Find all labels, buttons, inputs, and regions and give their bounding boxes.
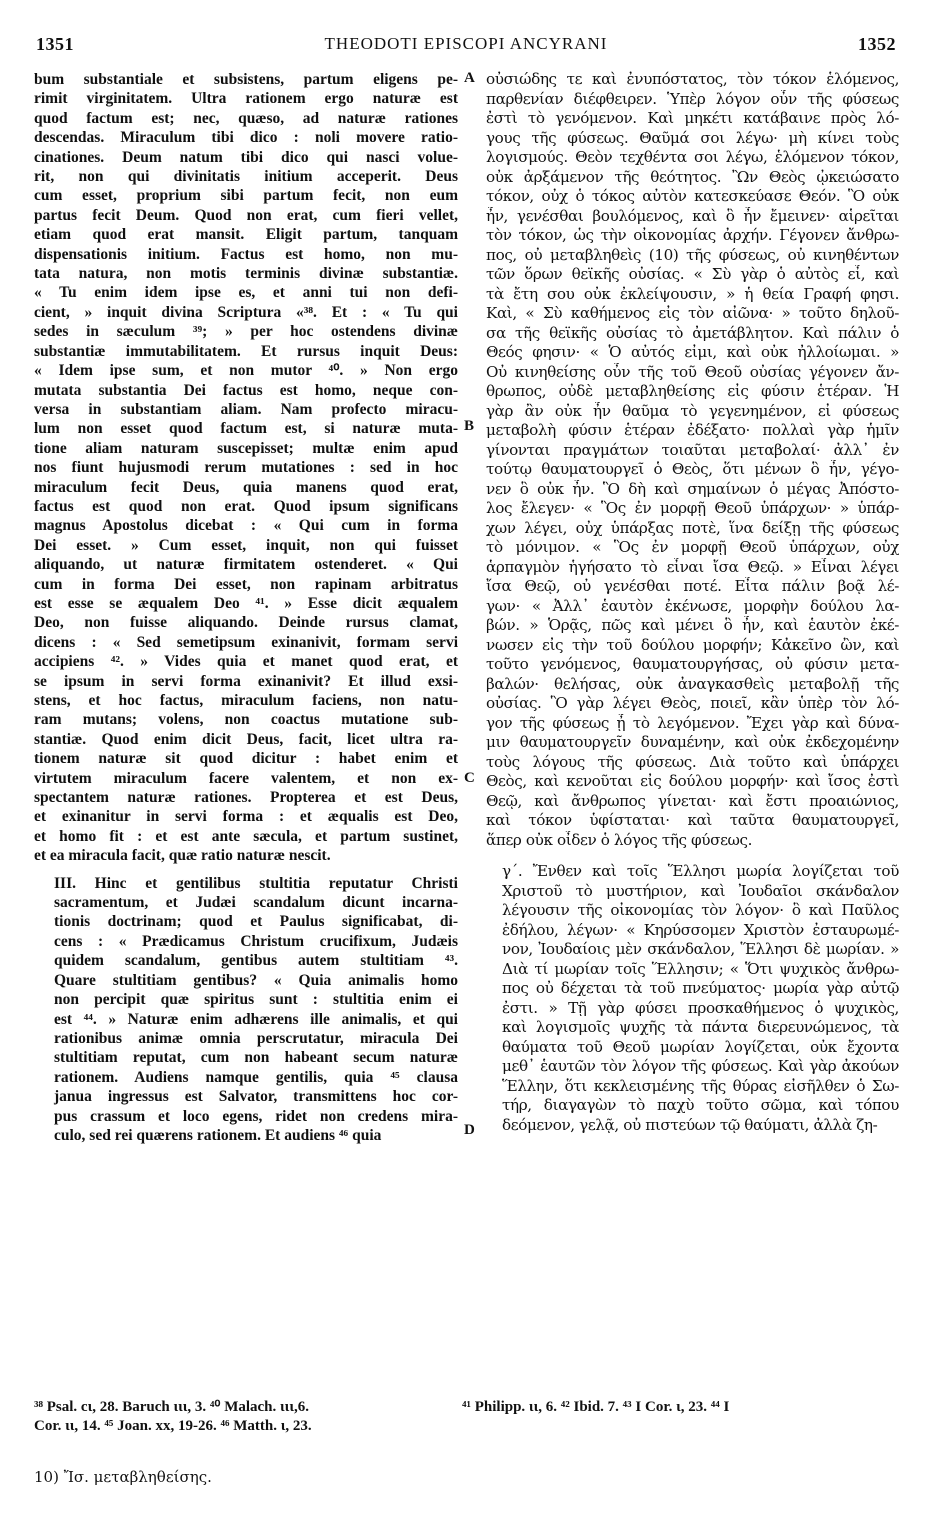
text-line: Quare stultitiam gentibus? « Quia animalis homo bbox=[54, 971, 458, 989]
text-line: se ipsum in servi forma exinanivit? Et illud exsi- bbox=[34, 672, 458, 690]
text-line: γ΄. Ἔνθεν καὶ τοῖς Ἕλλησι μωρία λογίζεται τοῦ bbox=[502, 862, 899, 880]
greek-paragraph-1 bbox=[486, 70, 899, 850]
latin-column bbox=[34, 70, 458, 1145]
text-line: rationibus animæ omnia perscrutatur, miracula Dei bbox=[54, 1029, 458, 1047]
text-line: τήρ, διαγαγὼν τὸ παχὺ τοῦτο σῶμα, καὶ τόπου bbox=[502, 1096, 899, 1114]
text-line: τούτῳ θαυματουργεῖ ὁ Θεὸς, ὅτι μένων ὃ ἦν, γέγο- bbox=[486, 460, 899, 478]
running-header bbox=[36, 34, 896, 58]
footnote-line: Cor. ιι, 14. ⁴⁵ Joan. xx, 19-26. ⁴⁶ Matth. ι, 23. bbox=[34, 1418, 312, 1434]
text-line: ἐστι. » Τῇ γὰρ φύσει προσκαθήμενος ὁ ψυχικὸς, bbox=[502, 998, 899, 1017]
text-line: Deo, non fuisse aliquando. Deinde rursus clamat, bbox=[34, 614, 458, 632]
text-line: rimit virginitatem. Ultra rationem ergo naturæ est bbox=[34, 90, 458, 108]
text-line: Dei esset. » Cum esset, inquit, non qui fuisset bbox=[34, 536, 458, 554]
text-line: culo, sed rei quærens rationem. Et audiens ⁴⁶ quia bbox=[54, 1126, 382, 1144]
text-line: Ἕλλην, ὅτι κεκλεισμένης τῆς θύρας εἰσῆλθεν ὁ Σω- bbox=[502, 1076, 899, 1095]
text-line: tionis doctrinam; quod et Paulus significabat, di- bbox=[54, 913, 458, 931]
text-line: ἅπερ οὐκ οἶδεν ὁ λόγος τῆς φύσεως. bbox=[486, 830, 753, 849]
text-line: Θεός φησιν· « Ὁ αὐτός εἰμι, καὶ οὐκ ἠλλοίωμαι. » bbox=[486, 343, 899, 361]
text-line: Διὰ τί μωρίαν τοῖς Ἕλλησιν; « Ὅτι ψυχικὸς ἄνθρω- bbox=[502, 959, 899, 978]
text-line: πος οὐ δέχεται τὰ τοῦ πνεύματος· μωρία γὰρ αὐτῷ bbox=[502, 979, 899, 997]
latin-paragraph-2 bbox=[34, 874, 458, 1146]
text-line: stens, et hoc factus, miraculum faciens, non natu- bbox=[34, 692, 458, 709]
text-line: virtutem miraculum facere valentem, et non ex- bbox=[34, 769, 458, 787]
text-line: πος, οὐ μεταβληθεὶς (10) τῆς φύσεως, οὐ κινηθέντων bbox=[486, 245, 899, 264]
greek-footnotes bbox=[462, 1398, 902, 1417]
text-line: et homo fit : et est ante sæcula, et partum sustinet, bbox=[34, 827, 458, 845]
text-line: μεταβολὴ φύσιν ἑτέραν ἐδέξατο· πολλαὶ γὰρ ἡμῖν bbox=[486, 421, 899, 439]
text-line: λογισμούς. Θεὸν τεχθέντα σοι λέγω, ἑλόμενον τόκον, bbox=[486, 148, 899, 166]
text-line: γίνονται πραγμάτων τοιαῦται μεταβολαί· ἀλλ᾽ ἐν bbox=[486, 440, 899, 459]
text-line: III. Hinc et gentilibus stultitia reputatur Christi bbox=[54, 874, 458, 892]
text-line: tionem naturæ sit quod dicitur : habet enim et bbox=[34, 750, 458, 768]
text-line: spectantem naturæ rationes. Propterea et est Deus, bbox=[34, 789, 458, 807]
text-line: λος ἔλεγεν· « Ὃς ἐν μορφῇ Θεοῦ ὑπάρχων· » ὑπάρ- bbox=[486, 499, 899, 517]
text-line: dicens : « Sed semetipsum exinanivit, formam servi bbox=[34, 633, 458, 651]
variant-note: 10) Ἴσ. μεταβληθείσης. bbox=[34, 1468, 212, 1486]
text-line: ἁρπαγμὸν ἡγήσατο τὸ εἶναι ἴσα Θεῷ. » Εἶναι λέγει bbox=[486, 557, 899, 576]
text-line: est esse se æqualem Deo ⁴¹. » Esse dicit æqualem bbox=[34, 594, 458, 612]
text-line: καὶ τόκον ὑφίσταται· καὶ ταῦτα θαυματουργεῖ, bbox=[486, 811, 899, 829]
text-line: aliquando, ut naturæ firmitatem ostenderet. « Qui bbox=[34, 556, 458, 574]
text-line: descendas. Miraculum tibi dico : noli movere ratio- bbox=[34, 129, 458, 147]
text-line: οὐκ ἀρξάμενον τῆς θεότητος. Ὢν Θεὸς ᾠκειώσατο bbox=[486, 167, 899, 186]
text-line: « Tu enim idem ipse es, et anni tui non defi- bbox=[34, 284, 458, 302]
margin-letter-a: A bbox=[464, 70, 475, 86]
text-line: et ea miracula facit, quæ ratio naturæ nescit. bbox=[34, 847, 331, 865]
text-line: νον, Ἰουδαίοις μὲν σκάνδαλον, Ἕλλησι δὲ μωρίαν. » bbox=[502, 940, 899, 958]
text-line: Χριστοῦ τὸ μυστήριον, καὶ Ἰουδαῖοι σκάνδαλον bbox=[502, 881, 899, 900]
text-line: cinationes. Deum natum tibi dico qui nasci volue- bbox=[34, 148, 458, 166]
text-line: janua ingressus est Salvator, transmittens hoc cor- bbox=[54, 1088, 458, 1106]
text-line: βαλών· θελήσας, οὐκ ἀναγκασθεὶς μεταβολῇ τῆς bbox=[486, 674, 899, 693]
text-line: stultitiam reputat, cum non habeant secum naturæ bbox=[54, 1049, 458, 1067]
text-line: bum substantiale et subsistens, partum eligens pe- bbox=[34, 71, 458, 88]
margin-letter-b: B bbox=[464, 418, 475, 434]
text-line: Θεὸς, καὶ κενοῦται εἰς δούλου μορφήν· καὶ ἴσος ἐστὶ bbox=[486, 772, 899, 790]
text-line: sacramentum, et Judæi scandalum dicunt incarna- bbox=[54, 894, 458, 912]
text-line: τόκον, οὐχ ὁ τόκος αὐτὸν κατεσκεύασε Θεόν. Ὃ οὐκ bbox=[486, 187, 899, 205]
margin-letter-c: C bbox=[464, 770, 475, 786]
text-line: substantiæ immutabilitatem. Et rursus inquit Deus: bbox=[34, 342, 458, 360]
text-line: « Idem ipse sum, et non mutor ⁴⁰. » Non ergo bbox=[34, 362, 458, 380]
text-line: βών. » Ὁρᾷς, πῶς καὶ μένει ὃ ἦν, καὶ ἑαυτὸν ἐκέ- bbox=[486, 616, 899, 634]
text-line: nos fiunt hujusmodi rerum mutationes : sed in hoc bbox=[34, 459, 458, 477]
text-line: factus est quod non erat. Quod ipsum significans bbox=[34, 497, 458, 515]
latin-paragraph-1 bbox=[34, 70, 458, 866]
text-line: miraculum fecit Deus, quia manens quod erat, bbox=[34, 478, 458, 496]
text-line: ἴσα Θεῷ, οὐ γενέσθαι ποτέ. Εἶτα πάλιν βοᾷ λέ- bbox=[486, 577, 899, 595]
text-line: τοῦτο γενόμενος, θαυματουργήσας, οὐ φύσιν μετα- bbox=[486, 655, 899, 673]
text-line: μιν θαυματουργεῖν δυναμένην, καὶ οὐκ ἐκδεχομένην bbox=[486, 733, 899, 751]
text-line: γους τῆς φύσεως. Θαῦμά σοι λέγω· μὴ κίνει τοὺς bbox=[486, 128, 899, 147]
text-line: μεθ᾽ ἑαυτῶν τὸν λόγον τῆς φύσεως. Καὶ γὰρ ἀκούων bbox=[502, 1057, 899, 1075]
text-line: cum esset, proprium sibi partum fecit, non eum bbox=[34, 187, 458, 205]
text-line: λέγουσιν τῆς οἰκονομίας τὸν λόγον· ὃ καὶ Παῦλος bbox=[502, 901, 899, 919]
text-line: δεόμενον, γελᾷ, οὐ πιστεύων τῷ θαύματι, ἀλλὰ ζη- bbox=[502, 1115, 878, 1134]
greek-paragraph-2 bbox=[486, 862, 899, 1135]
text-line: tata natura, non motis terminis divinæ substantiæ. bbox=[34, 265, 458, 283]
text-line: mutata substantia Dei factus est homo, neque con- bbox=[34, 381, 458, 399]
text-line: etiam quod erat mansit. Eligit partum, tanquam bbox=[34, 226, 458, 244]
text-line: rationem. Audiens namque gentilis, quia ⁴⁵ clausa bbox=[54, 1068, 458, 1086]
text-line: γον τῆς φύσεως ᾖ τὸ λεγόμενον. Ἔχει γὰρ καὶ δύνα- bbox=[486, 713, 899, 732]
text-line: stantiæ. Quod enim dicit Deus, facit, licet ultra ra- bbox=[34, 730, 458, 748]
footnote-line: ³⁸ Psal. cι, 28. Baruch ιιι, 3. ⁴⁰ Malach. ιιι,6. bbox=[34, 1399, 309, 1415]
text-line: παρθενίαν διέφθειρεν. Ὑπὲρ λόγον οὖν τῆς φύσεως bbox=[486, 89, 899, 108]
text-line: τοὺς λόγους τῆς φύσεως. Διὰ τοῦτο καὶ ὑπάρχει bbox=[486, 752, 899, 771]
text-line: ἦν, γενέσθαι βουλόμενος, καὶ ὃ ἦν ἔμεινεν· αἱρεῖται bbox=[486, 206, 899, 225]
text-line: ἐδήλου, λέγων· « Κηρύσσομεν Χριστὸν ἐσταυρωμέ- bbox=[502, 920, 899, 939]
text-line: tione aliam naturam suscepisset; multæ enim apud bbox=[34, 439, 458, 457]
text-line: τὰ ἔτη σου οὐκ ἐκλείψουσιν, » ἡ θεία Γραφή φησι. bbox=[486, 284, 899, 303]
text-line: τὸ μόνιμον. « Ὃς ἐν μορφῇ Θεοῦ ὑπάρχων, οὐχ bbox=[486, 538, 899, 556]
text-line: Οὐ κινηθείσης οὖν τῆς τοῦ Θεοῦ οὐσίας γέγονεν ἄν- bbox=[486, 362, 899, 381]
text-line: γων· « Ἀλλ᾽ ἑαυτὸν ἐκένωσε, μορφὴν δούλου λα- bbox=[486, 596, 899, 615]
text-line: νωσεν εἰς τὴν τοῦ δούλου μορφήν; Κἀκεῖνο ὢν, καὶ bbox=[486, 635, 899, 654]
text-line: accipiens ⁴². » Vides quia et manet quod erat, et bbox=[34, 653, 458, 671]
text-line: οὐσιώδης τε καὶ ἐνυπόστατος, τὸν τόκον ἑλόμενος, bbox=[486, 70, 899, 88]
footnote-line: ⁴¹ Philipp. ιι, 6. ⁴² Ibid. 7. ⁴³ I Cor. ι, 23. ⁴⁴ I bbox=[462, 1399, 730, 1415]
text-line: partus fecit Deum. Quod non erat, cum fieri vellet, bbox=[34, 206, 458, 224]
text-line: cum in forma Dei esset, non rapinam arbitratus bbox=[34, 575, 458, 593]
running-title: THEODOTI EPISCOPI ANCYRANI bbox=[324, 34, 608, 53]
text-line: et exinanitur in servi forma : et æqualis est Deo, bbox=[34, 808, 458, 826]
text-line: νεν ὃ οὐκ ἦν. Ὃ δὴ καὶ σημαίνων ὁ μέγας Ἀπόστο- bbox=[486, 479, 899, 498]
text-line: lum non esset quod factum est, si naturæ muta- bbox=[34, 420, 458, 438]
margin-letter-d: D bbox=[464, 1122, 475, 1138]
latin-footnotes bbox=[34, 1398, 458, 1436]
text-line: cens : « Prædicamus Christum crucifixum, Judæis bbox=[54, 932, 458, 950]
text-line: quidem scandalum, gentibus autem stultitiam ⁴³. bbox=[54, 952, 458, 970]
text-line: non percipit quæ spiritus sunt : stultitia enim ei bbox=[54, 991, 458, 1009]
text-line: pus crassum et loco egens, ridet non credens mira- bbox=[54, 1107, 458, 1125]
text-line: οὐσίας. Ὃ γὰρ λέγει Θεὸς, ποιεῖ, κἂν ὑπὲρ τὸν λό- bbox=[486, 694, 899, 712]
text-line: χων λέγει, οὐχ ὑπάρξας ποτὲ, ἵνα δείξῃ τῆς φύσεως bbox=[486, 518, 899, 537]
greek-column bbox=[486, 70, 899, 1135]
text-line: ram mutans; volens, non coactus mutatione sub- bbox=[34, 711, 458, 729]
text-line: καὶ λογισμοῖς ψυχῆς τὰ πάντα διερευνώμενος, τὰ bbox=[502, 1018, 899, 1036]
text-line: versa in substantiam aliam. Nam profecto miracu- bbox=[34, 400, 458, 418]
text-line: τῶν ὅρων θεϊκῆς οὐσίας. « Σὺ γὰρ ὁ αὐτὸς εἶ, καὶ bbox=[486, 265, 899, 283]
text-line: magnus Apostolus dicebat : « Qui cum in forma bbox=[34, 517, 458, 535]
text-line: θρωπος, οὐδὲ μεταβληθείσης εἰς φύσιν ἑτέραν. Ἡ bbox=[486, 382, 899, 400]
text-line: τὸν τόκον, ὡς τὴν οἰκονομίας ἀρχήν. Γέγονεν ἄνθρω- bbox=[486, 226, 899, 244]
text-line: sedes in sæculum ³⁹; » per hoc ostendens divinæ bbox=[34, 323, 458, 341]
text-line: rit, non qui divinitatis initium acceperit. Deus bbox=[34, 168, 458, 186]
page-number-right: 1352 bbox=[858, 34, 896, 54]
text-line: Καὶ, « Σὺ καθήμενος εἰς τὸν αἰῶνα· » τοῦτο δηλοῦ- bbox=[486, 304, 899, 322]
text-line: θαύματα τοῦ Θεοῦ μωρίαν λογίζεται, οὐκ ἔχοντα bbox=[502, 1037, 899, 1056]
text-line: Θεῷ, καὶ ἄνθρωπος γίνεται· καὶ ἔστι προαιώνιος, bbox=[486, 791, 899, 810]
text-line: σα τῆς θεϊκῆς οὐσίας τὸ ἀμετάβλητον. Καὶ πάλιν ὁ bbox=[486, 323, 899, 342]
text-line: γὰρ ἂν οὐκ ἦν θαῦμα τὸ γεγενημένον, εἰ φύσεως bbox=[486, 401, 899, 420]
page-number-left: 1351 bbox=[36, 34, 74, 54]
text-line: dispensationis initium. Factus est homo, non mu- bbox=[34, 245, 458, 263]
text-line: ἐστὶ τὸ γενόμενον. Καὶ μηκέτι κατάβαινε πρὸς λό- bbox=[486, 109, 899, 127]
text-line: cient, » inquit divina Scriptura «³⁸. Et : « Tu qui bbox=[34, 303, 458, 321]
text-line: quod factum est; nec, quæso, ad naturæ rationes bbox=[34, 109, 458, 127]
text-line: est ⁴⁴. » Naturæ enim adhærens ille animalis, et qui bbox=[54, 1010, 458, 1028]
